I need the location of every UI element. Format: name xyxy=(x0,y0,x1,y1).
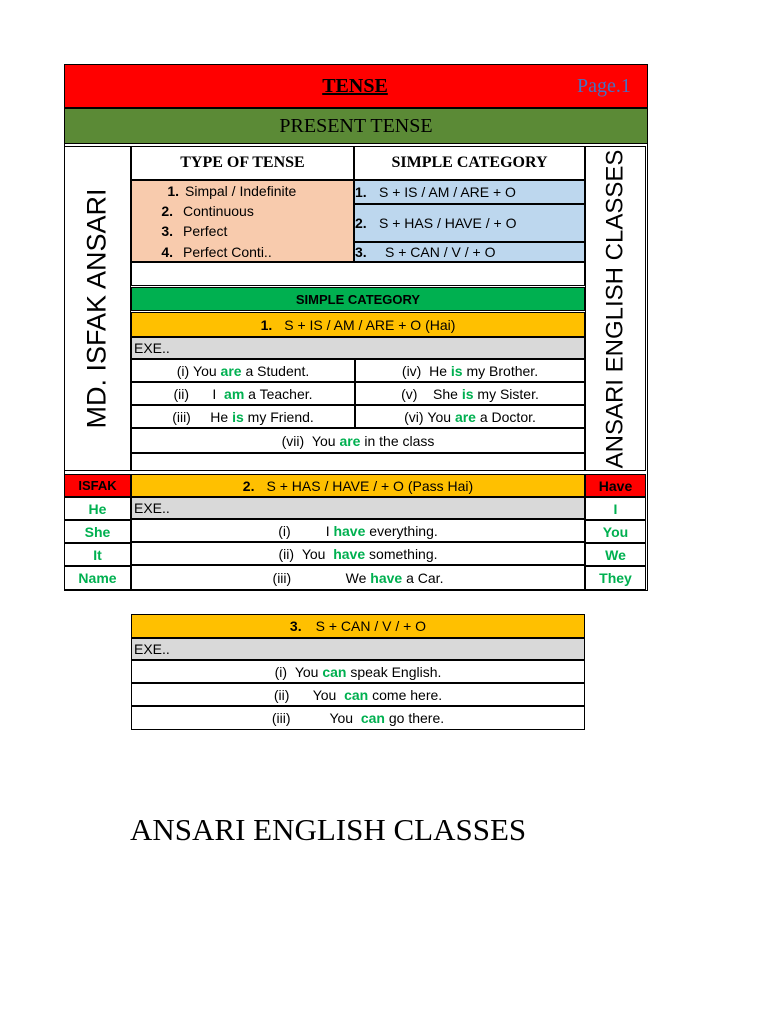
type-item: 1. Simpal / Indefinite xyxy=(167,182,297,199)
page-title: TENSE xyxy=(322,74,388,97)
footer-brand: ANSARI ENGLISH CLASSES xyxy=(130,812,527,847)
left-pronoun: He xyxy=(64,497,131,520)
right-pronoun: You xyxy=(585,520,646,543)
example-cell: (vii) You are in the class xyxy=(131,428,585,453)
left-pronoun-header: ISFAK xyxy=(64,474,131,497)
example-cell: (v) She is my Sister. xyxy=(355,382,585,405)
left-pronoun: It xyxy=(64,543,131,566)
right-pronoun: They xyxy=(585,566,646,590)
example-row: (iii) You can go there. xyxy=(131,706,585,730)
category-item: 3. S + CAN / V / + O xyxy=(354,242,585,262)
category-item: 1. S + IS / AM / ARE + O xyxy=(354,180,585,204)
example-cell: (iii) He is my Friend. xyxy=(131,405,355,428)
section2-exe-label: EXE.. xyxy=(131,497,585,519)
spacer-row xyxy=(131,453,585,471)
right-pronoun-header: Have xyxy=(585,474,646,497)
subtitle-bar: PRESENT TENSE xyxy=(64,108,648,144)
example-row: (i) I have everything. xyxy=(131,519,585,542)
page-number: Page.1 xyxy=(577,74,631,97)
section3-exe-label: EXE.. xyxy=(131,638,585,660)
left-pronoun: She xyxy=(64,520,131,543)
example-cell: (iv) He is my Brother. xyxy=(355,359,585,382)
type-item: 4. Perfect Conti.. xyxy=(161,243,272,260)
example-row: (i) You can speak English. xyxy=(131,660,585,683)
section3-formula: 3. S + CAN / V / + O xyxy=(131,614,585,638)
simple-category-header: SIMPLE CATEGORY xyxy=(354,146,585,180)
type-item: 2. Continuous xyxy=(161,203,254,219)
section2-formula: 2. S + HAS / HAVE / + O (Pass Hai) xyxy=(131,474,585,497)
example-row: (iii) We have a Car. xyxy=(131,565,585,590)
example-row: (ii) You have something. xyxy=(131,542,585,565)
right-pronoun: I xyxy=(585,497,646,520)
brand-vertical: ANSARI ENGLISH CLASSES xyxy=(601,149,629,468)
left-pronoun: Name xyxy=(64,566,131,590)
left-vertical-wrap xyxy=(64,146,131,471)
type-item: 3. Perfect xyxy=(161,223,228,239)
spacer-row xyxy=(131,262,585,286)
section1-formula: 1. S + IS / AM / ARE + O (Hai) xyxy=(131,312,585,337)
example-cell: (i) You are a Student. xyxy=(131,359,355,382)
example-row: (ii) You can come here. xyxy=(131,683,585,706)
section1-exe-label: EXE.. xyxy=(131,337,585,359)
section-heading: SIMPLE CATEGORY xyxy=(131,287,585,311)
author-name: MD. ISFAK ANSARI xyxy=(82,188,112,429)
right-vertical-wrap xyxy=(585,146,646,471)
example-cell: (vi) You are a Doctor. xyxy=(355,405,585,428)
example-cell: (ii) I am a Teacher. xyxy=(131,382,355,405)
type-of-tense-header: TYPE OF TENSE xyxy=(131,146,354,180)
right-pronoun: We xyxy=(585,543,646,566)
category-item: 2. S + HAS / HAVE / + O xyxy=(354,204,585,242)
